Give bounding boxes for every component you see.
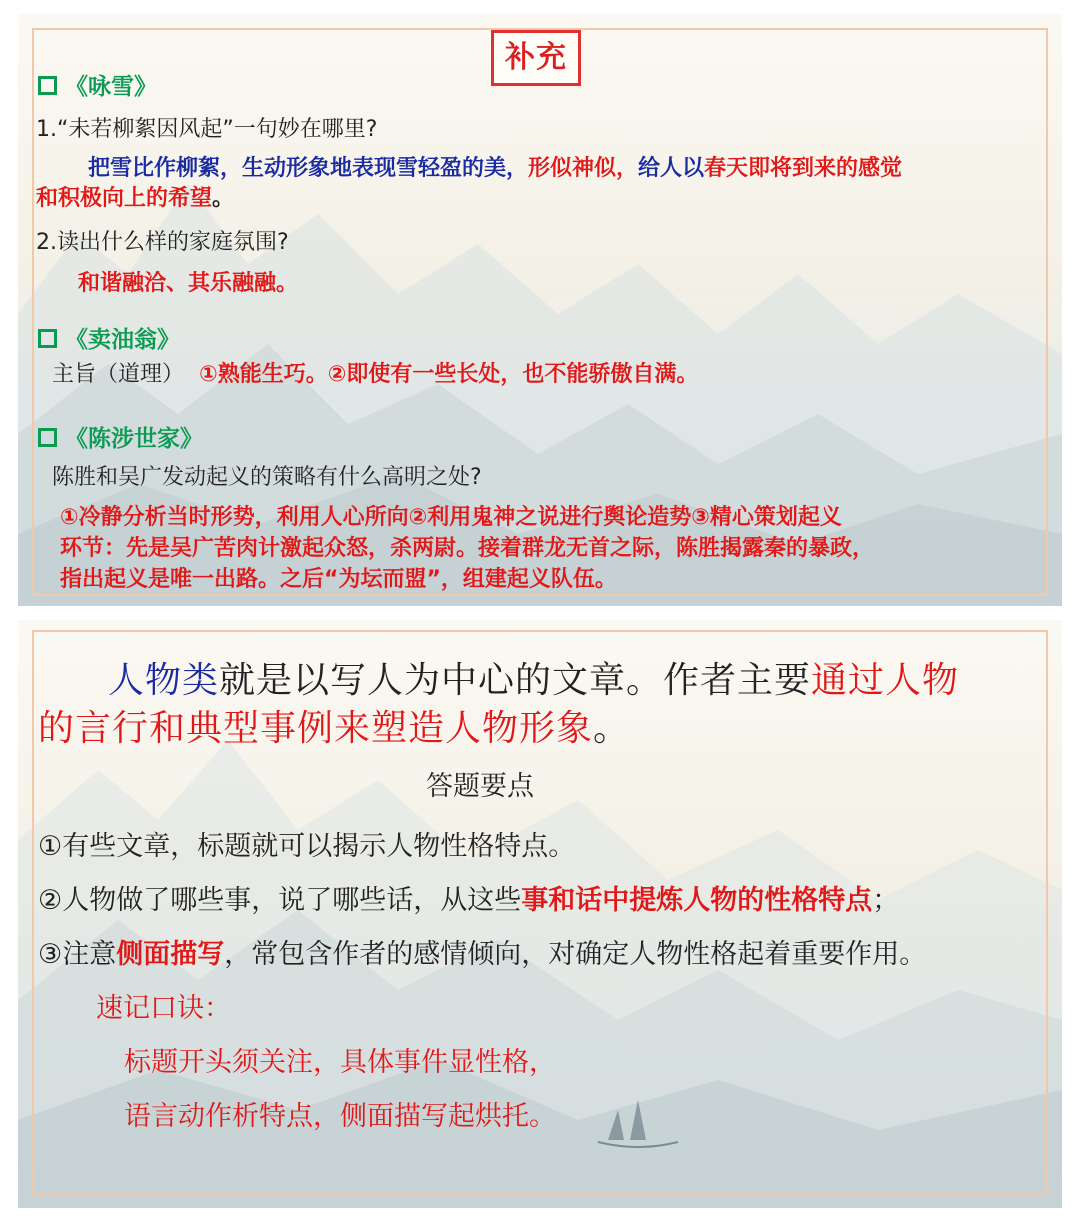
chenshe-answer-line-2: 环节：先是吴广苦肉计激起众怒，杀两尉。接着群龙无首之际，陈胜揭露秦的暴政，: [60, 536, 875, 561]
mnemonic-line-1: 标题开头须关注，具体事件显性格，: [124, 1047, 556, 1078]
answer-1-line-2: 和积极向上的希望。: [36, 186, 235, 211]
checkbox-square-icon: [38, 329, 57, 348]
chenshe-answer-line-1: ①冷静分析当时形势，利用人心所向②利用鬼神之说进行舆论造势③精心策划起义: [60, 505, 842, 530]
chenshe-answer-line-3: 指出起义是唯一出路。之后“为坛而盟”，组建起义队伍。: [60, 567, 617, 592]
question-2: 2.读出什么样的家庭氛围?: [36, 230, 289, 255]
point-3: ③注意侧面描写，常包含作者的感情倾向，对确定人物性格起着重要作用。: [38, 939, 927, 970]
section-heading-yongxue: 《咏雪》: [38, 68, 157, 101]
answer-points-title: 答题要点: [426, 771, 534, 802]
point-1: ①有些文章，标题就可以揭示人物性格特点。: [38, 831, 576, 862]
point-2: ②人物做了哪些事，说了哪些话，从这些事和话中提炼人物的性格特点；: [38, 885, 900, 916]
slide-title: 补充: [491, 30, 581, 86]
section-heading-maiyouweng: 《卖油翁》: [38, 321, 180, 354]
slide-supplement: [18, 14, 1062, 606]
intro-line-2: 的言行和典型事例来塑造人物形象。: [38, 708, 631, 749]
question-1: 1.“未若柳絮因风起”一句妙在哪里?: [36, 117, 378, 142]
answer-2: 和谐融洽、其乐融融。: [78, 271, 299, 296]
intro-line-1: 人物类就是以写人为中心的文章。作者主要通过人物: [108, 660, 960, 701]
slide-character-writing: [18, 620, 1062, 1208]
chenshe-question: 陈胜和吴广发动起义的策略有什么高明之处?: [52, 465, 482, 490]
checkbox-square-icon: [38, 428, 57, 447]
checkbox-square-icon: [38, 76, 57, 95]
mnemonic-line-2: 语言动作析特点，侧面描写起烘托。: [124, 1101, 556, 1132]
answer-1-line-1: 把雪比作柳絮，生动形象地表现雪轻盈的美，形似神似，给人以春天即将到来的感觉: [88, 156, 903, 181]
maiyouweng-theme: 主旨（道理） ①熟能生巧。②即使有一些长处，也不能骄傲自满。: [52, 362, 699, 387]
mnemonic-title: 速记口诀：: [96, 993, 231, 1024]
section-heading-chenshe: 《陈涉世家》: [38, 420, 203, 453]
